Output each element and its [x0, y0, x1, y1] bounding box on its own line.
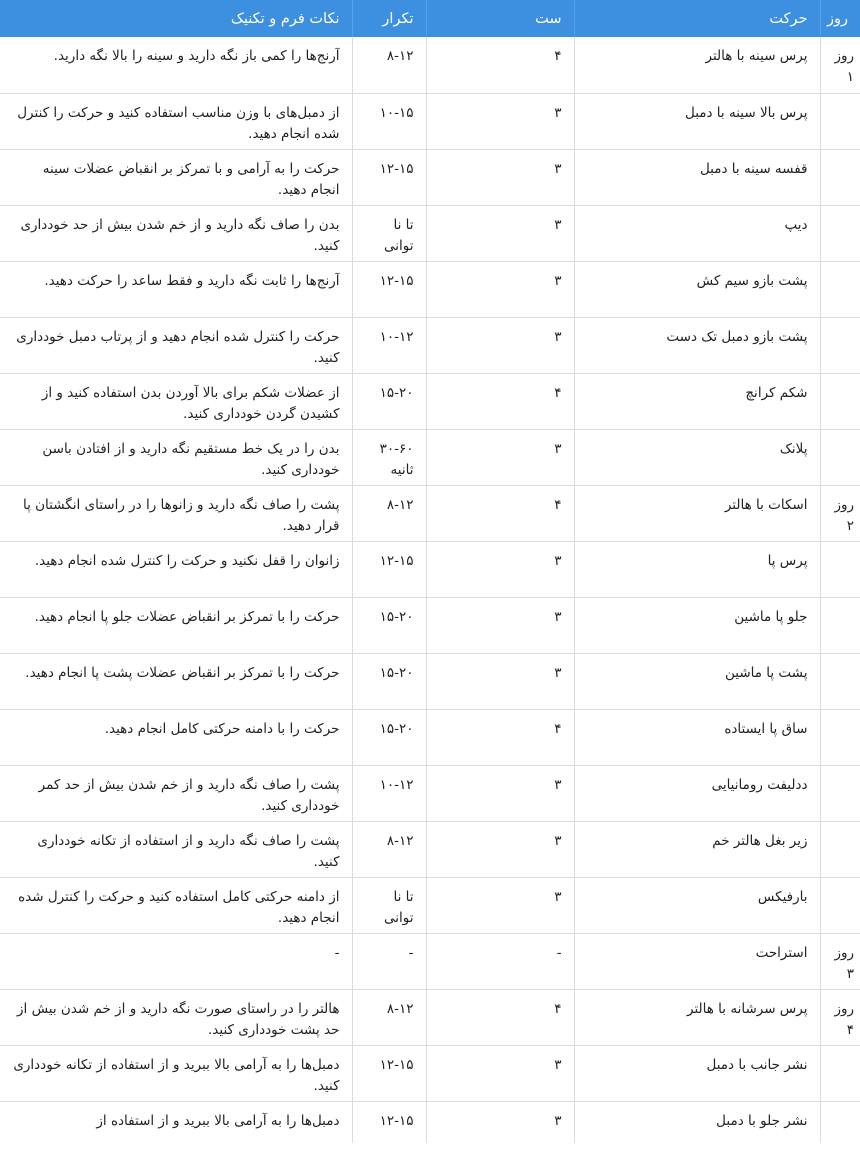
sets-cell: ۳ — [426, 1101, 574, 1143]
tips-cell: دمبل‌ها را به آرامی بالا ببرید و از استفاده از تکانه خودداری کنید. — [0, 1045, 352, 1101]
table-header-row — [0, 0, 860, 37]
tips-cell: آرنج‌ها را کمی باز نگه دارید و سینه را بالا نگه دارید. — [0, 37, 352, 93]
sets-cell: ۳ — [426, 1045, 574, 1101]
day-cell — [820, 541, 860, 597]
tips-cell: از دمبل‌های با وزن مناسب استفاده کنید و حرکت را کنترل شده انجام دهید. — [0, 93, 352, 149]
tips-cell: حرکت را کنترل شده انجام دهید و از پرتاب دمبل خودداری کنید. — [0, 317, 352, 373]
exercise-cell: استراحت — [574, 933, 820, 989]
sets-cell: ۴ — [426, 989, 574, 1045]
day-cell — [820, 821, 860, 877]
sets-cell: ۳ — [426, 877, 574, 933]
tips-cell: حرکت را با دامنه حرکتی کامل انجام دهید. — [0, 709, 352, 765]
table-row — [0, 877, 860, 933]
reps-cell: تا نا توانی — [352, 877, 426, 933]
day-cell: روز ۲ — [820, 485, 860, 541]
sets-cell: ۳ — [426, 821, 574, 877]
exercise-cell: پشت پا ماشین — [574, 653, 820, 709]
table-row — [0, 709, 860, 765]
reps-cell: ۸-۱۲ — [352, 821, 426, 877]
reps-cell: ۱۵-۲۰ — [352, 373, 426, 429]
tips-cell: حرکت را به آرامی و با تمرکز بر انقباض عضلات سینه انجام دهید. — [0, 149, 352, 205]
day-cell — [820, 317, 860, 373]
reps-cell: ۱۵-۲۰ — [352, 709, 426, 765]
sets-cell: - — [426, 933, 574, 989]
sets-cell: ۴ — [426, 373, 574, 429]
table-row — [0, 373, 860, 429]
day-cell — [820, 653, 860, 709]
tips-cell: آرنج‌ها را ثابت نگه دارید و فقط ساعد را حرکت دهید. — [0, 261, 352, 317]
header-tips: نکات فرم و تکنیک — [0, 0, 352, 37]
exercise-cell: قفسه سینه با دمبل — [574, 149, 820, 205]
reps-cell: ۸-۱۲ — [352, 485, 426, 541]
table-row — [0, 485, 860, 541]
table-row — [0, 205, 860, 261]
tips-cell: حرکت را با تمرکز بر انقباض عضلات پشت پا انجام دهید. — [0, 653, 352, 709]
exercise-cell: پرس پا — [574, 541, 820, 597]
reps-cell: ۱۰-۱۵ — [352, 93, 426, 149]
exercise-cell: ددلیفت رومانیایی — [574, 765, 820, 821]
day-cell — [820, 373, 860, 429]
reps-cell: ۱۵-۲۰ — [352, 597, 426, 653]
exercise-cell: نشر جانب با دمبل — [574, 1045, 820, 1101]
reps-cell: ۱۲-۱۵ — [352, 261, 426, 317]
tips-cell: حرکت را با تمرکز بر انقباض عضلات جلو پا انجام دهید. — [0, 597, 352, 653]
tips-cell: پشت را صاف نگه دارید و از خم شدن بیش از حد کمر خودداری کنید. — [0, 765, 352, 821]
sets-cell: ۳ — [426, 205, 574, 261]
tips-cell: پشت را صاف نگه دارید و از استفاده از تکانه خودداری کنید. — [0, 821, 352, 877]
table-row — [0, 989, 860, 1045]
header-day: روز — [820, 0, 860, 37]
day-cell — [820, 1101, 860, 1143]
exercise-cell: شکم کرانچ — [574, 373, 820, 429]
tips-cell: بدن را صاف نگه دارید و از خم شدن بیش از حد خودداری کنید. — [0, 205, 352, 261]
table-row — [0, 933, 860, 989]
day-cell — [820, 877, 860, 933]
day-cell — [820, 597, 860, 653]
table-row — [0, 653, 860, 709]
day-cell: روز ۳ — [820, 933, 860, 989]
day-cell: روز ۱ — [820, 37, 860, 93]
day-cell — [820, 149, 860, 205]
table-row — [0, 1101, 860, 1143]
exercise-cell: پرس سرشانه با هالتر — [574, 989, 820, 1045]
exercise-cell: ساق پا ایستاده — [574, 709, 820, 765]
sets-cell: ۳ — [426, 653, 574, 709]
day-cell: روز ۴ — [820, 989, 860, 1045]
reps-cell: ۱۲-۱۵ — [352, 1101, 426, 1143]
reps-cell: ۱۰-۱۲ — [352, 765, 426, 821]
reps-cell: تا نا توانی — [352, 205, 426, 261]
tips-cell: - — [0, 933, 352, 989]
day-cell — [820, 1045, 860, 1101]
day-cell — [820, 205, 860, 261]
reps-cell: ۸-۱۲ — [352, 37, 426, 93]
exercise-cell: جلو پا ماشین — [574, 597, 820, 653]
exercise-cell: اسکات با هالتر — [574, 485, 820, 541]
reps-cell: ۱۰-۱۲ — [352, 317, 426, 373]
reps-cell: ۱۲-۱۵ — [352, 1045, 426, 1101]
exercise-cell: پلانک — [574, 429, 820, 485]
reps-cell: - — [352, 933, 426, 989]
table-row — [0, 317, 860, 373]
exercise-cell: پشت بازو سیم کش — [574, 261, 820, 317]
table-row — [0, 597, 860, 653]
exercise-cell: پشت بازو دمبل تک دست — [574, 317, 820, 373]
sets-cell: ۴ — [426, 37, 574, 93]
table-row — [0, 765, 860, 821]
day-cell — [820, 429, 860, 485]
exercise-cell: بارفیکس — [574, 877, 820, 933]
table-row — [0, 93, 860, 149]
header-reps: تکرار — [352, 0, 426, 37]
reps-cell: ۱۲-۱۵ — [352, 541, 426, 597]
exercise-cell: پرس سینه با هالتر — [574, 37, 820, 93]
exercise-cell: نشر جلو با دمبل — [574, 1101, 820, 1143]
sets-cell: ۳ — [426, 597, 574, 653]
table-row — [0, 261, 860, 317]
table-row — [0, 429, 860, 485]
tips-cell: پشت را صاف نگه دارید و زانوها را در راستای انگشتان پا قرار دهید. — [0, 485, 352, 541]
day-cell — [820, 765, 860, 821]
table-row — [0, 1045, 860, 1101]
day-cell — [820, 93, 860, 149]
sets-cell: ۴ — [426, 485, 574, 541]
exercise-cell: دیپ — [574, 205, 820, 261]
tips-cell: بدن را در یک خط مستقیم نگه دارید و از افتادن باسن خودداری کنید. — [0, 429, 352, 485]
sets-cell: ۴ — [426, 709, 574, 765]
day-cell — [820, 709, 860, 765]
sets-cell: ۳ — [426, 261, 574, 317]
table-row — [0, 149, 860, 205]
reps-cell: ۳۰-۶۰ ثانیه — [352, 429, 426, 485]
sets-cell: ۳ — [426, 317, 574, 373]
tips-cell: زانوان را قفل نکنید و حرکت را کنترل شده انجام دهید. — [0, 541, 352, 597]
reps-cell: ۱۵-۲۰ — [352, 653, 426, 709]
sets-cell: ۳ — [426, 149, 574, 205]
header-exercise: حرکت — [574, 0, 820, 37]
header-sets: ست — [426, 0, 574, 37]
sets-cell: ۳ — [426, 765, 574, 821]
sets-cell: ۳ — [426, 541, 574, 597]
exercise-cell: پرس بالا سینه با دمبل — [574, 93, 820, 149]
table-row — [0, 541, 860, 597]
table-row — [0, 37, 860, 93]
tips-cell: از دامنه حرکتی کامل استفاده کنید و حرکت را کنترل شده انجام دهید. — [0, 877, 352, 933]
reps-cell: ۱۲-۱۵ — [352, 149, 426, 205]
reps-cell: ۸-۱۲ — [352, 989, 426, 1045]
table-row — [0, 821, 860, 877]
day-cell — [820, 261, 860, 317]
sets-cell: ۳ — [426, 93, 574, 149]
tips-cell: دمبل‌ها را به آرامی بالا ببرید و از استفاده از — [96, 1112, 340, 1129]
sets-cell: ۳ — [426, 429, 574, 485]
tips-cell: هالتر را در راستای صورت نگه دارید و از خم شدن بیش از حد پشت خودداری کنید. — [0, 989, 352, 1045]
tips-cell: از عضلات شکم برای بالا آوردن بدن استفاده کنید و از کشیدن گردن خودداری کنید. — [0, 373, 352, 429]
exercise-cell: زیر بغل هالتر خم — [574, 821, 820, 877]
